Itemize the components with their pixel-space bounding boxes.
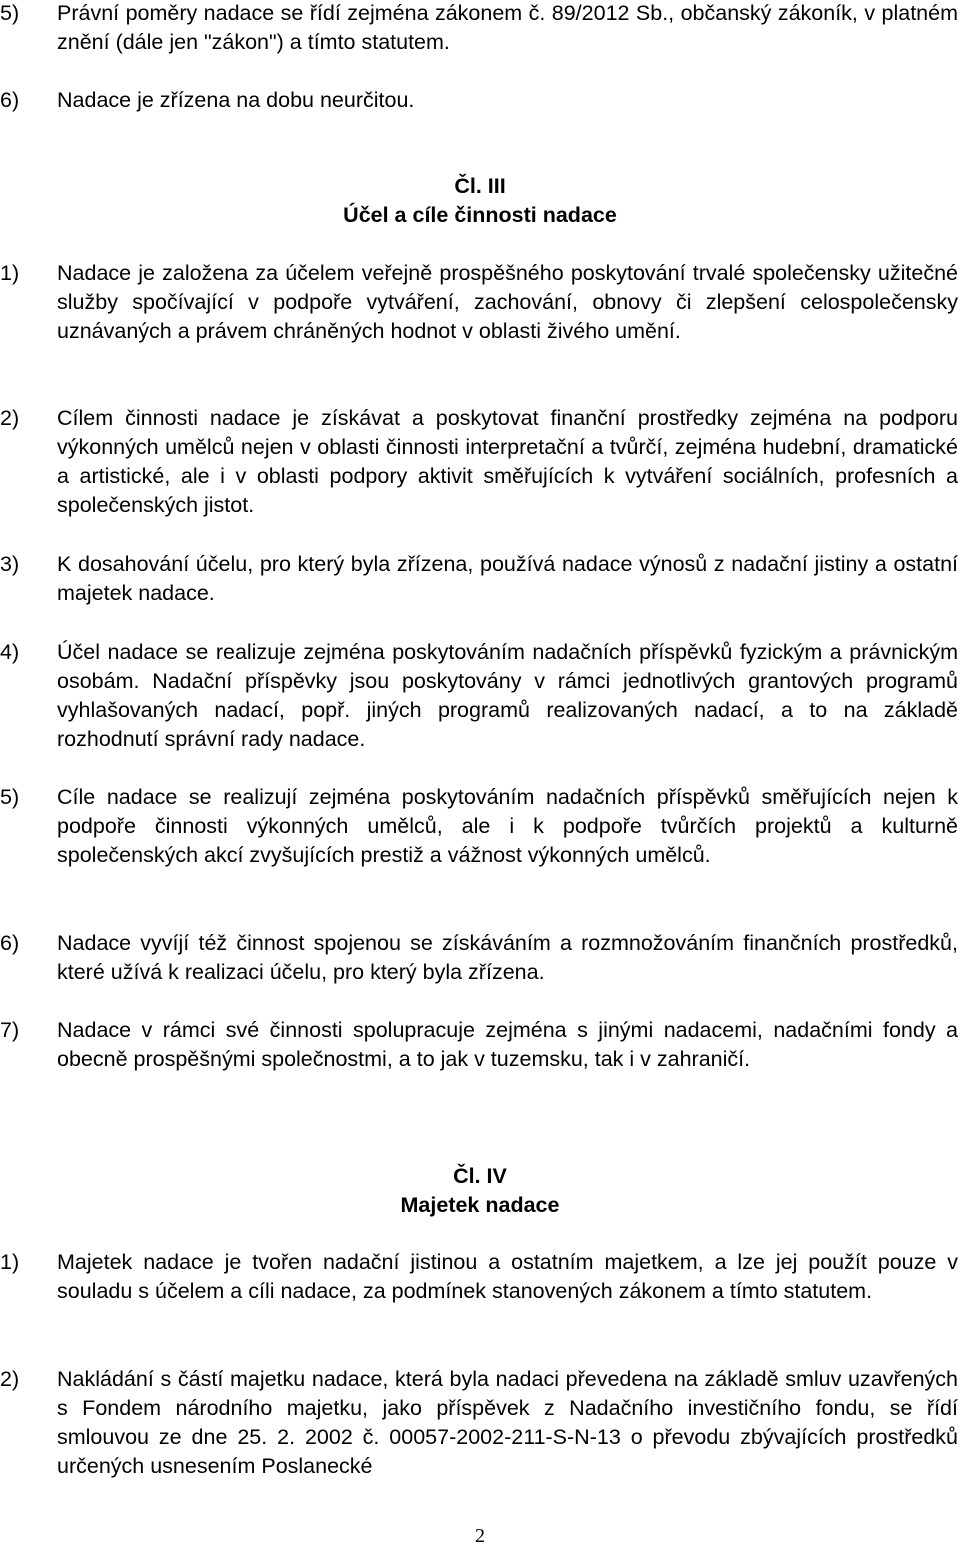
list-item (0, 404, 958, 520)
item-number: 1) (0, 1250, 20, 1274)
list-item (0, 1016, 958, 1074)
item-number: 7) (0, 1018, 20, 1042)
list-item (0, 1365, 958, 1481)
list-item (0, 1248, 958, 1306)
article-number: Čl. III (454, 174, 506, 198)
list-item (0, 638, 958, 754)
item-number: 5) (0, 1, 20, 25)
item-text: Nadace je založena za účelem veřejně prospěšného poskytování trvalé společensky užitečné služby spočívající v podpoře vytváření, zachování, obnovy či zlepšení celospolečensky uznávaných a právem chráněných hodnot v oblasti živého umění. (57, 261, 958, 343)
article-title: Účel a cíle činnosti nadace (343, 203, 617, 227)
item-text: Nakládání s částí majetku nadace, která byla nadaci převedena na základě smluv uzavřených s Fondem národního majetku, jako příspěvek z Nadačního investičního fondu, se řídí smlouvou ze dne 25. 2. 2002 č. 00057-2002-211-S-N-13 o převodu zbývajících prostředků určených usnesením Poslanecké (57, 1367, 958, 1478)
item-number: 6) (0, 88, 20, 112)
item-text: Nadace je zřízena na dobu neurčitou. (57, 88, 415, 112)
item-text: Majetek nadace je tvořen nadační jistinou a ostatním majetkem, a lze jej použít pouze v souladu s účelem a cíli nadace, za podmínek stanovených zákonem a tímto statutem. (57, 1250, 958, 1303)
article-number: Čl. IV (453, 1164, 507, 1188)
item-text: Nadace v rámci své činnosti spolupracuje zejména s jinými nadacemi, nadačními fondy a obecně prospěšnými společnostmi, a to jak v tuzemsku, tak i v zahraničí. (57, 1018, 958, 1071)
article-title: Majetek nadace (400, 1193, 560, 1217)
item-text: K dosahování účelu, pro který byla zřízena, používá nadace výnosů z nadační jistiny a ostatní majetek nadace. (57, 552, 958, 605)
page-number: 2 (475, 1525, 485, 1547)
item-number: 4) (0, 640, 20, 664)
item-text: Účel nadace se realizuje zejména poskytováním nadačních příspěvků fyzickým a právnickým osobám. Nadační příspěvky jsou poskytovány v rámci jednotlivých grantových programů vyhlašovaných nadací, popř. jiných programů realizovaných nadací, a to na základě rozhodnutí správní rady nadace. (57, 640, 958, 751)
list-item (0, 550, 958, 608)
item-number: 2) (0, 1367, 20, 1391)
item-text: Cílem činnosti nadace je získávat a poskytovat finanční prostředky zejména na podporu výkonných umělců nejen v oblasti činnosti interpretační a tvůrčí, zejména hudební, dramatické a artistické, ale i v oblasti podpory aktivit směřujících k vytváření sociálních, profesních a společenských jistot. (57, 406, 958, 517)
item-number: 2) (0, 406, 20, 430)
list-item (0, 0, 958, 57)
list-item (0, 783, 958, 870)
item-text: Nadace vyvíjí též činnost spojenou se získáváním a rozmnožováním finančních prostředků, které užívá k realizaci účelu, pro který byla zřízena. (57, 931, 958, 984)
item-text: Cíle nadace se realizují zejména poskytováním nadačních příspěvků směřujících nejen k podpoře činnosti výkonných umělců, ale i k podpoře tvůrčích projektů a kulturně společenských akcí zvyšujících prestiž a vážnost výkonných umělců. (57, 785, 958, 867)
list-item (0, 929, 958, 987)
item-number: 5) (0, 785, 20, 809)
item-number: 3) (0, 552, 20, 576)
item-number: 6) (0, 931, 20, 955)
list-item (0, 86, 958, 115)
item-number: 1) (0, 261, 20, 285)
item-text: Právní poměry nadace se řídí zejména zákonem č. 89/2012 Sb., občanský zákoník, v platném znění (dále jen "zákon") a tímto statutem. (57, 1, 958, 54)
list-item (0, 259, 958, 346)
